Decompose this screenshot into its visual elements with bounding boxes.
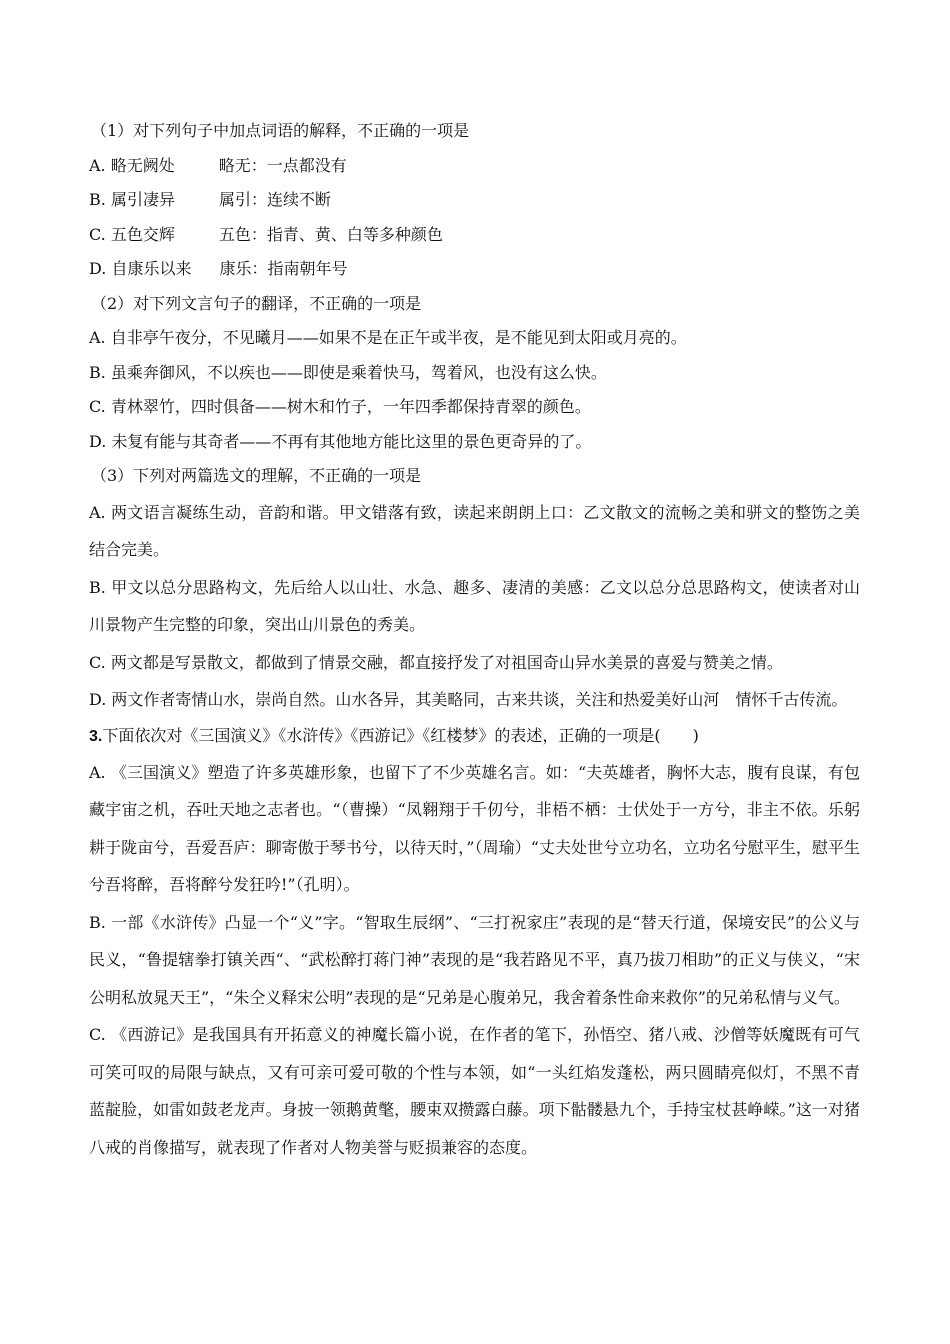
sub3-option-c: C. 两文都是写景散文，都做到了情景交融，都直接抒发了对祖国奇山异水美景的喜爱与赞美之情。 <box>89 652 783 672</box>
question-3-stem <box>89 719 860 754</box>
sub-question-3-stem: （3）下列对两篇选文的理解，不正确的一项是 <box>91 466 422 485</box>
sub3-option-d: D. 两文作者寄情山水，崇尚自然。山水各异，其美略同，古来共谈，关注和热爱美好山河 情怀千古传流。 <box>89 690 848 709</box>
q3-option-a: A. 《三国演义》塑造了许多英雄形象，也留下了不少英雄名言。如：“夫英雄者，胸怀大志，腹有良谋，有包藏宇宙之机，吞吐天地之志者也。“（曹操）“凤翱翔于千仞兮，非梧不栖：士伏处于一方兮，非主不依。乐躬耕于陇亩兮，吾爱吾庐：聊寄傲于琴书兮，以待天时，”（周瑜）“丈夫处世兮立功名，立功名兮慰平生，慰平生兮吾将醉，吾将醉兮发狂吟!”（孔明）。 <box>89 762 860 894</box>
question-3-text: 下面依次对《三国演义》《水浒传》《西游记》《红楼梦》的表述，正确的一项是( ) <box>102 725 699 745</box>
sub2-option-b: B. 虽乘奔御风，不以疾也——即使是乘着快马，驾着风，也没有这么快。 <box>89 362 607 382</box>
sub-question-2-stem: （2）对下列文言句子的翻译，不正确的一项是 <box>91 293 422 313</box>
sub2-option-d: D. 未复有能与其奇者——不再有其他地方能比这里的景色更奇异的了。 <box>89 431 592 451</box>
sub1-option-c: C. 五色交辉 五色：指青、黄、白等多种颜色 <box>89 224 443 244</box>
sub2-option-a: A. 自非亭午夜分，不见曦月——如果不是在正午或半夜，是不能见到太阳或月亮的。 <box>89 328 687 347</box>
sub3-option-a: A. 两文语言凝练生动，音韵和谐。甲文错落有致，读起来朗朗上口：乙文散文的流畅之美和骈文的整饬之美结合完美。 <box>89 502 860 559</box>
question-number: 3. <box>89 727 103 745</box>
sub1-option-a: A. 略无阙处 略无：一点都没有 <box>89 155 347 175</box>
sub2-option-c: C. 青林翠竹，四时俱备——树木和竹子，一年四季都保持青翠的颜色。 <box>89 397 591 416</box>
sub1-option-d: D. 自康乐以来 康乐：指南朝年号 <box>89 259 348 278</box>
sub3-option-b: B. 甲文以总分思路构文，先后给人以山壮、水急、趣多、凄清的美感：乙文以总分总思路构文，使读者对山川景物产生完整的印象，突出山川景色的秀美。 <box>89 577 860 634</box>
q3-option-c: C. 《西游记》是我国具有开拓意义的神魔长篇小说，在作者的笔下，孙悟空、猪八戒、沙僧等妖魔既有可气可笑可叹的局限与缺点，又有可亲可爱可敬的个性与本领，如“一头红焰发蓬松，两只圆睛亮似灯，不黑不青蓝靛脸，如雷如鼓老龙声。身披一领鹅黄氅，腰束双攒露白藤。项下骷髅悬九个，手持宝杖甚峥嵘。”这一对猪八戒的肖像描写，就表现了作者对人物美誉与贬损兼容的态度。 <box>89 1025 860 1157</box>
sub-question-1-stem: （1）对下列句子中加点词语的解释，不正确的一项是 <box>91 121 470 140</box>
sub1-option-b: B. 属引凄异 属引：连续不断 <box>89 190 331 209</box>
q3-option-b: B. 一部《水浒传》凸显一个“义”字。“智取生辰纲”、“三打祝家庄”表现的是“替天行道，保境安民”的公义与民义，“鲁提辖拳打镇关西“、“武松醉打蒋门神”表现的是“我若路见不平，真乃拔刀相助”的正义与侠义，“宋公明私放晁天王”，“朱仝义释宋公明”表现的是“兄弟是心腹弟兄，我舍着条性命来救你”的兄弟私情与义气。 <box>89 912 860 1007</box>
